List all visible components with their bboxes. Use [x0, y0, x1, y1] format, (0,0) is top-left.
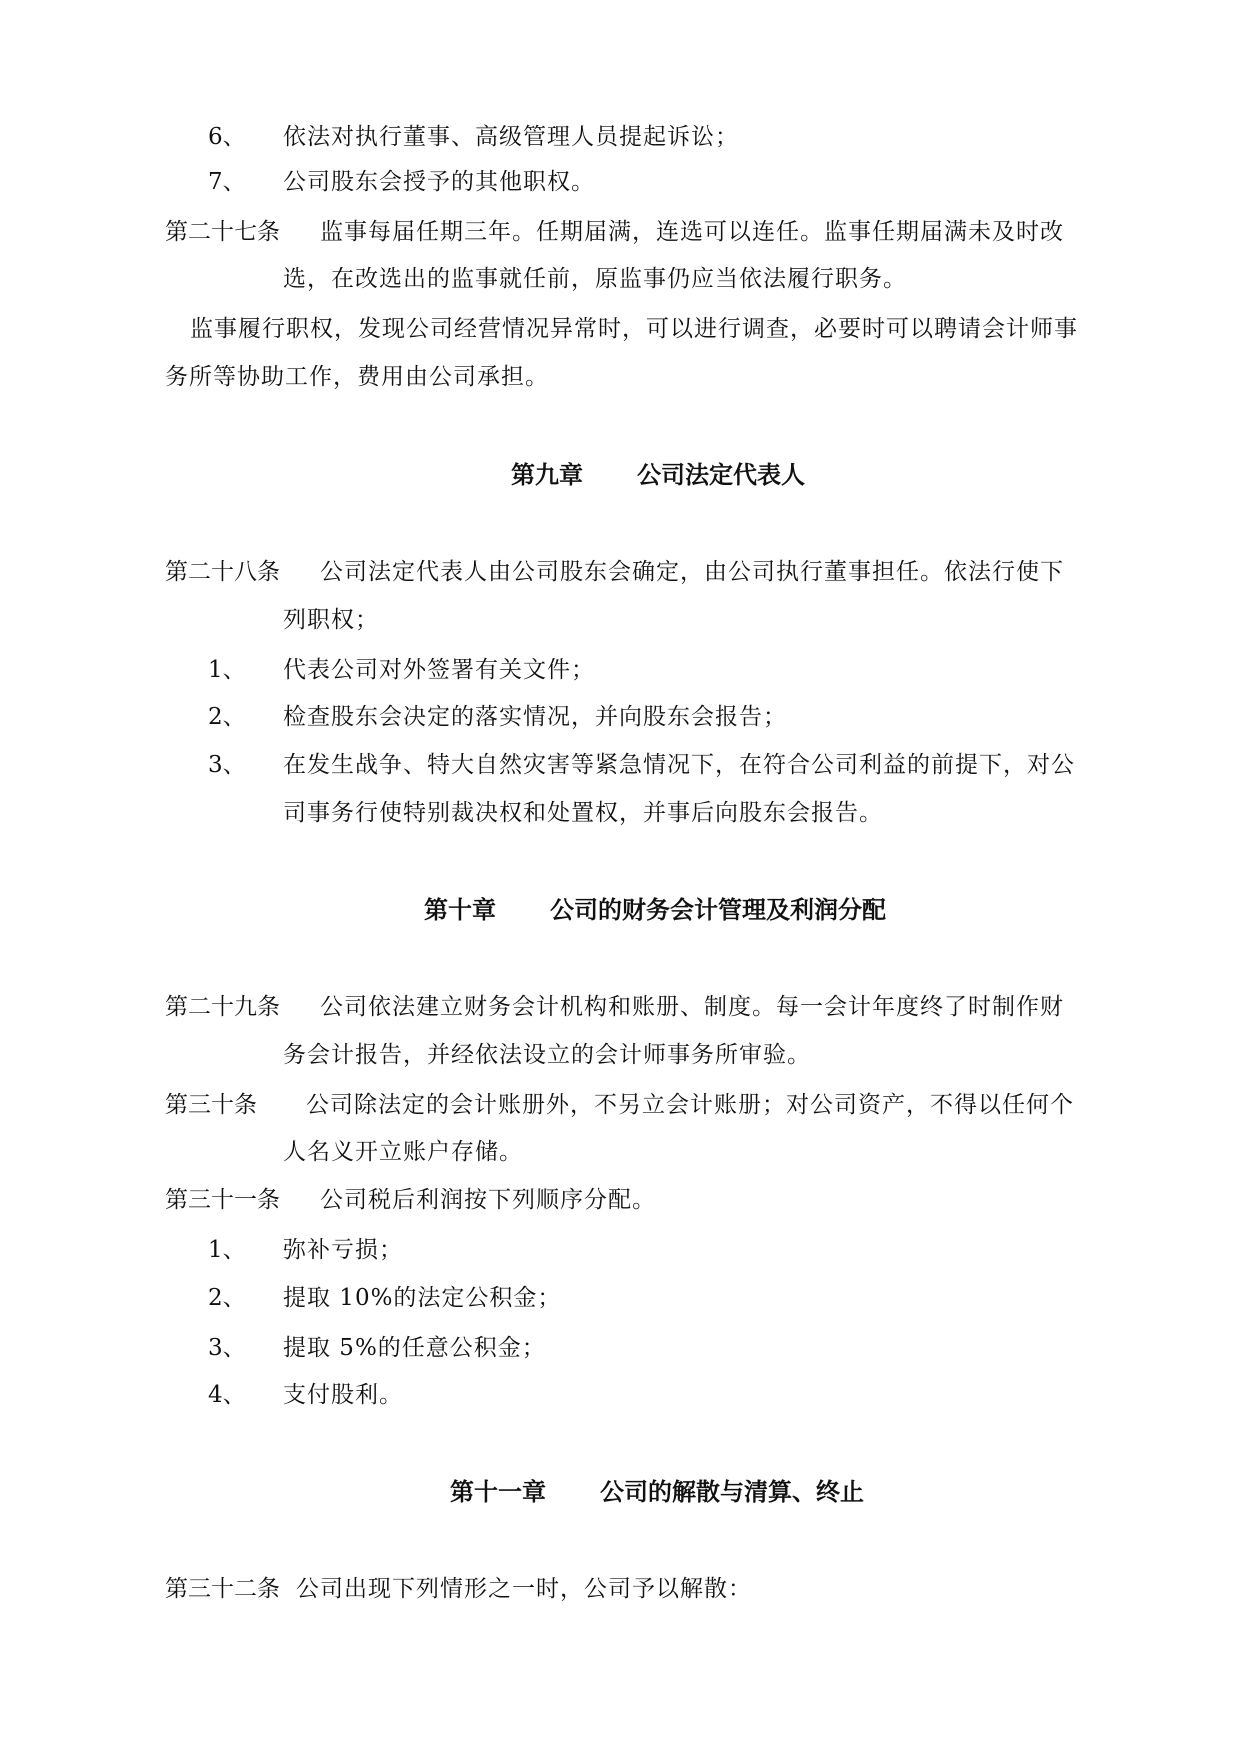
list-item-number: 2、: [208, 1285, 246, 1311]
supervisor-paragraph-line2: 务所等协助工作，费用由公司承担。: [165, 364, 549, 390]
list-item-text-continued: 司事务行使特别裁决权和处置权，并事后向股东会报告。: [283, 800, 883, 826]
article-31-label: 第三十一条: [165, 1187, 280, 1213]
article-27-label: 第二十七条: [165, 219, 280, 245]
article-28-text-line1: 公司法定代表人由公司股东会确定，由公司执行董事担任。依法行使下: [320, 559, 1064, 585]
article-32-label: 第三十二条: [165, 1576, 280, 1602]
chapter-11-title: 公司的解散与清算、终止: [600, 1478, 864, 1506]
list-item-number: 6、: [208, 124, 246, 150]
supervisor-paragraph-line1: 监事履行职权，发现公司经营情况异常时，可以进行调查，必要时可以聘请会计师事: [190, 316, 1078, 342]
list-item-text: 代表公司对外签署有关文件；: [283, 657, 595, 683]
list-item-number: 4、: [208, 1382, 246, 1408]
article-29-text-line1: 公司依法建立财务会计机构和账册、制度。每一会计年度终了时制作财: [320, 994, 1064, 1020]
chapter-11-label: 第十一章: [450, 1478, 546, 1506]
article-32-text-line1: 公司出现下列情形之一时，公司予以解散：: [296, 1576, 752, 1602]
list-item-text: 检查股东会决定的落实情况，并向股东会报告；: [283, 704, 787, 730]
list-item-number: 1、: [208, 657, 246, 683]
list-item-number: 3、: [208, 752, 246, 778]
article-30-text-line1: 公司除法定的会计账册外，不另立会计账册；对公司资产，不得以任何个: [306, 1092, 1074, 1118]
article-27-text-line1: 监事每届任期三年。任期届满，连选可以连任。监事任期届满未及时改: [320, 219, 1064, 245]
list-item-text: 公司股东会授予的其他职权。: [283, 169, 595, 195]
article-29-text-line2: 务会计报告，并经依法设立的会计师事务所审验。: [283, 1042, 811, 1068]
list-item-number: 1、: [208, 1237, 246, 1263]
article-30-text-line2: 人名义开立账户存储。: [283, 1139, 523, 1165]
article-31-text-line1: 公司税后利润按下列顺序分配。: [320, 1187, 656, 1213]
list-item-text: 支付股利。: [283, 1382, 403, 1408]
list-item-number: 3、: [208, 1335, 246, 1361]
article-28-label: 第二十八条: [165, 559, 280, 585]
list-item-text: 在发生战争、特大自然灾害等紧急情况下，在符合公司利益的前提下，对公: [283, 752, 1075, 778]
chapter-9-title: 公司法定代表人: [637, 461, 805, 489]
article-27-text-line2: 选，在改选出的监事就任前，原监事仍应当依法履行职务。: [283, 266, 907, 292]
list-item-number: 7、: [208, 169, 246, 195]
chapter-10-label: 第十章: [424, 896, 496, 924]
chapter-10-title: 公司的财务会计管理及利润分配: [550, 896, 886, 924]
article-30-label: 第三十条: [165, 1092, 257, 1118]
article-29-label: 第二十九条: [165, 994, 280, 1020]
list-item-text: 提取 10%的法定公积金；: [283, 1285, 562, 1311]
chapter-9-label: 第九章: [511, 461, 583, 489]
article-28-text-line2: 列职权；: [283, 607, 379, 633]
list-item-text: 弥补亏损；: [283, 1237, 403, 1263]
list-item-number: 2、: [208, 704, 246, 730]
list-item-text: 依法对执行董事、高级管理人员提起诉讼；: [283, 124, 739, 150]
list-item-text: 提取 5%的任意公积金；: [283, 1335, 546, 1361]
